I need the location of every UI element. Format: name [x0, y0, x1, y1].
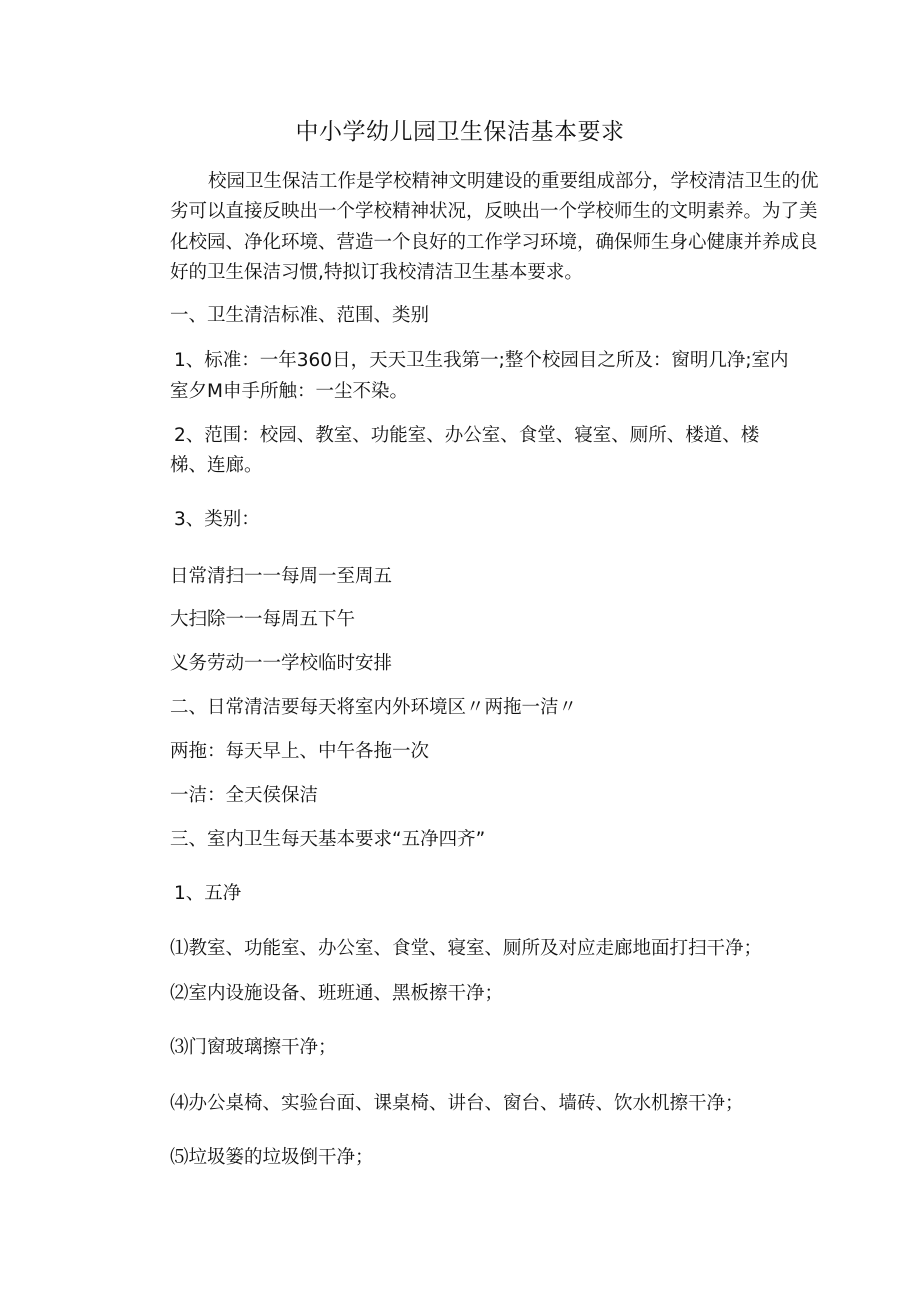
five-clean-item-5: ⑸垃圾篓的垃圾倒干净；	[170, 1147, 374, 1168]
item-1-line-2: 室夕M申手所触：一尘不染。	[170, 381, 408, 402]
item-2-line-1: 2、范围：校园、教室、功能室、办公室、食堂、寝室、厕所、楼道、楼	[174, 425, 760, 446]
five-clean-item-2: ⑵室内设施设备、班班通、黑板擦干净；	[170, 983, 504, 1004]
category-big-cleaning: 大扫除一一每周五下午	[170, 609, 356, 630]
five-clean-heading: 1、五净	[174, 883, 242, 904]
item-3-heading: 3、类别：	[174, 509, 260, 530]
one-clean-rule: 一洁：全天侯保洁	[170, 785, 319, 806]
intro-line-4: 好的卫生保洁习惯,特拟订我校清洁卫生基本要求。	[170, 262, 583, 283]
intro-line-1: 校园卫生保洁工作是学校精神文明建设的重要组成部分，学校清洁卫生的优	[208, 171, 819, 192]
intro-line-3: 化校园、净化环境、营造一个良好的工作学习环境，确保师生身心健康并养成良	[170, 232, 818, 253]
five-clean-item-3: ⑶门窗玻璃擦干净；	[170, 1037, 337, 1058]
section-3-heading: 三、室内卫生每天基本要求“五净四齐”	[170, 829, 486, 850]
item-2-line-2: 梯、连廊。	[170, 455, 263, 476]
category-daily: 日常清扫一一每周一至周五	[170, 566, 393, 587]
two-mop-rule: 两拖：每天早上、中午各拖一次	[170, 741, 430, 762]
section-1-heading: 一、卫生清洁标准、范围、类别	[170, 305, 430, 326]
section-2-heading: 二、日常清洁要每天将室内外环境区〃两拖一洁〃	[170, 697, 578, 718]
document-title: 中小学幼儿园卫生保洁基本要求	[295, 119, 625, 145]
five-clean-item-1: ⑴教室、功能室、办公室、食堂、寝室、厕所及对应走廊地面打扫干净；	[170, 938, 763, 959]
intro-line-2: 劣可以直接反映出一个学校精神状况，反映出一个学校师生的文明素养。为了美	[170, 201, 818, 222]
item-1-line-1: 1、标准：一年360日，天天卫生我第一;整个校园目之所及：窗明几净;室内	[174, 350, 789, 371]
five-clean-item-4: ⑷办公桌椅、实验台面、课桌椅、讲台、窗台、墙砖、饮水机擦干净；	[170, 1093, 744, 1114]
category-duty-labor: 义务劳动一一学校临时安排	[170, 653, 393, 674]
